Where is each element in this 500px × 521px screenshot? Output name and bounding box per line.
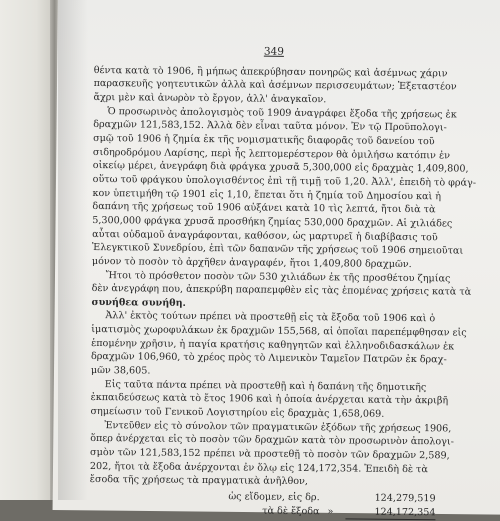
text-line: Ἀλλ' ἐκτὸς τούτων πρέπει νὰ προστεθῇ εἰς τὰ ἔξοδα τοῦ 1906 καὶ ὁ — [105, 310, 436, 325]
text-line: σμὸν τῶν 121,583,152 πρέπει νὰ προστεθῇ τὸ ποσὸν τῶν δραχμῶν 2,589, — [90, 447, 450, 462]
totals-block — [89, 489, 435, 521]
text-line: δαπάνη τῆς χρήσεως τοῦ 1906 αὐξάνει κατὰ 10 τὶς λεπτά, ἤτοι διὰ τὰ — [92, 201, 436, 216]
text-line: 202, ἤτοι τὰ ἔξοδα ἀνέρχονται ἐν ὅλῳ εἰς 124,172,354. Ἐπειδὴ δὲ τὰ — [89, 460, 428, 475]
text-line: ἔσοδα τῆς χρήσεως τὰ πραγματικὰ ἀνῆλθον, — [89, 474, 308, 488]
text-line: δραχμῶν 106,960, τὸ χρέος πρὸς τὸ Λιμενικὸν Ταμεῖον Πατρῶν ἐκ δραχ- — [90, 351, 447, 366]
text-line: δραχμῶν 121,583,152. Ἀλλὰ δὲν εἶναι ταῦτα μόνον. Ἐν τῷ Προϋπολογι- — [93, 119, 447, 134]
text-line: ὅπερ ἀνέρχεται εἰς τὸ ποσὸν τῶν δραχμῶν κατὰ τὸν προσωρινὸν ἀπολογι- — [90, 433, 454, 448]
text-line: θέντα κατὰ τὸ 1906, ἢ μήπως ἀπεκρύβησαν πονηρῶς καὶ ἀσέμνως χάριν — [93, 64, 448, 80]
text-line: κον ὑπετιμήθη τῷ 1901 εἰς 1,10, ἔπεται ὅτι ἡ ζημία τοῦ Δημοσίου καὶ ἡ — [92, 187, 442, 202]
total-mark — [328, 491, 346, 505]
text-line: δὲν ἀνεγράφη που, ἀπεκρύβη παραπεμφθὲν εἰς τὰς ἑπομένας χρήσεις κατὰ τὰ — [91, 283, 472, 298]
text-line: σμῷ τοῦ 1906 ἡ ζημία ἐκ τῆς νομισματικῆς διαφορᾶς τοῦ δανείου τοῦ — [93, 132, 435, 148]
left-page-edge — [0, 0, 52, 500]
text-line: Ἐντεῦθεν εἰς τὸ σύνολον τῶν πραγματικῶν ἐξόδων τῆς χρήσεως 1906, — [104, 419, 452, 435]
text-line: σημείωσιν τοῦ Γενικοῦ Λογιστηρίου εἰς δραχμὰς 1,658,069. — [90, 406, 385, 420]
text-line: Ὁ προσωρινὸς ἀπολογισμὸς τοῦ 1909 ἀναγράφει ἔξοδα τῆς χρήσεως ἐκ — [107, 105, 457, 121]
text-line: ἄχρι μὲν καὶ ἀνωρὸν τὸ ἔργον, ἀλλ' ἀναγκαῖον. — [93, 91, 327, 106]
text-line: αὗται οὐδαμοῦ ἀναγράφονται, καθόσον, ὡς μαρτυρεῖ ἡ διαβίβασις τοῦ — [92, 228, 438, 243]
total-label: τὰ δὲ ἔξοδα — [262, 505, 320, 517]
total-label: ὡς εἴδομεν, εἰς δρ. — [228, 491, 320, 504]
text-line: Ἤτοι τὸ πρόσθετον ποσὸν τῶν 530 χιλιάδων ἐκ τῆς προσθέτου ζημίας — [105, 269, 451, 284]
text-line: σιδηροδρόμου Λαρίσης, περὶ ἧς λεπτομερέστερον θὰ ὁμιλήσω κατόπιν ἐν — [92, 146, 451, 162]
total-mark: » — [327, 505, 334, 517]
text-line: Ἐλεγκτικοῦ Συνεδρίου, ἐπὶ τῶν δαπανῶν τῆς χρήσεως τοῦ 1906 σημειοῦται — [91, 242, 464, 257]
text-line: μῶν 38,605. — [90, 365, 151, 377]
page-text — [89, 44, 477, 521]
text-line: μόνον τὸ ποσὸν τὸ ἀρχῆθεν ἀναγραφέν, ἤτοι 1,409,800 δραχμῶν. — [91, 255, 412, 270]
total-value: 124,279,519 — [374, 492, 436, 505]
text-line: οἰκείῳ μέρει, ἀνεγράφη διὰ φράγκα χρυσᾶ 5,300,000 εἰς δραχμὰς 1,409,800, — [92, 160, 469, 175]
text-line: 5,300,000 φράγκα χρυσᾶ προσθήκη ζημίας 530,000 δραχμῶν. Αἱ χιλιάδες — [92, 214, 453, 230]
total-row-expenses — [89, 503, 435, 521]
page-number: 349 — [263, 45, 285, 58]
total-value: 124,172,354 — [345, 505, 435, 521]
text-line: ἐκπαιδεύσεως κατὰ τὸ ἔτος 1906 καὶ ἡ ὁποία ἀνέρχεται κατὰ τὴν ἀκριβῆ — [90, 392, 449, 407]
text-line-emphasis: συνήθεα συνήθη. — [91, 296, 186, 309]
text-line: ἑπομένην χρῆσιν, ἡ παγία κρατήσις καθηγητῶν καὶ ἑλληνοδιδασκάλων ἐκ — [91, 337, 455, 353]
text-line: οὕτω τοῦ φράγκου ὑπολογισθέντος ἐπὶ τῇ τιμῇ τοῦ 1,20. Ἀλλ', ἐπειδὴ τὸ φράγ- — [92, 173, 477, 189]
text-line: παρασκευῆς γοητευτικῶν ἀλλὰ καὶ ἀσέμνων περισσευμάτων; Ἐξεταστέον — [93, 78, 457, 93]
text-line: Εἰς ταῦτα πάντα πρέπει νὰ προστεθῇ καὶ ἡ δαπάνη τῆς δημοτικῆς — [104, 378, 427, 393]
text-line: ἱματισμὸς χωροφυλάκων ἐκ δραχμῶν 155,568, αἱ ὁποῖαι παρεπέμφθησαν εἰς — [91, 324, 467, 339]
